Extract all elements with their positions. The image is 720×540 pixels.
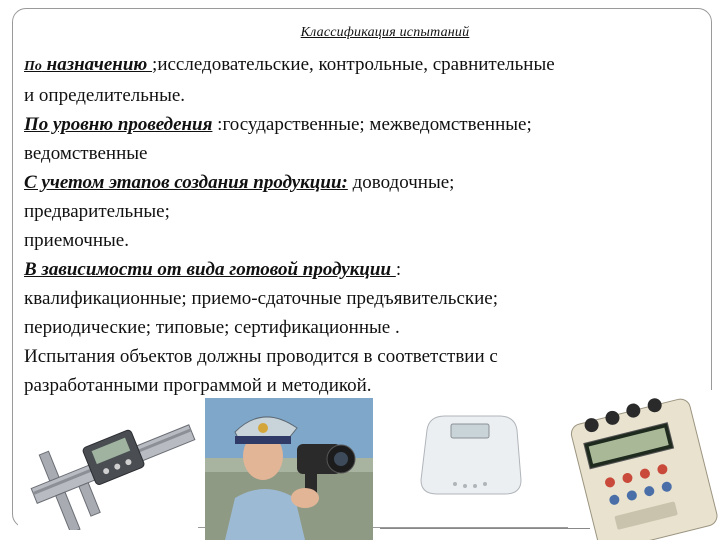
caliper-image xyxy=(18,400,198,530)
category-heading: В зависимости от вида готовой продукции xyxy=(24,259,396,280)
category-heading: назначению xyxy=(41,54,153,75)
body-line xyxy=(24,81,704,110)
multimeter-icon xyxy=(568,390,718,540)
body-line xyxy=(24,50,704,81)
slide-title: Классификация испытаний xyxy=(300,25,470,40)
category-heading: По уровню проведения xyxy=(24,114,213,135)
body-text-segment: ведомственные xyxy=(24,143,148,164)
body-text-segment: : xyxy=(395,259,402,280)
caliper-icon xyxy=(18,400,198,530)
body-line xyxy=(24,110,704,139)
body-text-segment: предварительные; xyxy=(24,201,170,222)
bathroom-scale-image xyxy=(415,408,525,500)
body-text-segment: периодические; типовые; сертификационные . xyxy=(24,317,400,338)
bottom-divider xyxy=(380,528,590,529)
body-line xyxy=(24,342,704,371)
scale-icon xyxy=(415,408,525,500)
radar-gun-icon xyxy=(205,398,373,540)
illustration-row xyxy=(0,390,720,540)
body-text-segment: разработанными программой и методикой. xyxy=(24,375,372,396)
body-line xyxy=(24,255,704,284)
body-line xyxy=(24,313,704,342)
body-line xyxy=(24,168,704,197)
body-line xyxy=(24,197,704,226)
slide-body xyxy=(24,50,704,400)
category-heading: С учетом этапов создания продукции: xyxy=(24,172,348,193)
body-text-segment: доводочные; xyxy=(347,172,455,193)
body-line xyxy=(24,284,704,313)
category-heading: По xyxy=(24,59,42,74)
multimeter-image xyxy=(568,390,718,540)
body-text-segment: :государственные; межведомственные; xyxy=(212,114,532,135)
body-text-segment: приемочные. xyxy=(24,230,129,251)
body-line xyxy=(24,139,704,168)
body-text-segment: квалификационные; приемо-сдаточные предъявительские; xyxy=(24,288,498,309)
body-line xyxy=(24,226,704,255)
body-text-segment: и определительные. xyxy=(24,85,186,106)
police-radar-image xyxy=(205,398,373,540)
body-text-segment: Испытания объектов должны проводится в соответствии с xyxy=(24,346,498,367)
body-text-segment: ;исследовательские, контрольные, сравнительные xyxy=(152,54,555,75)
